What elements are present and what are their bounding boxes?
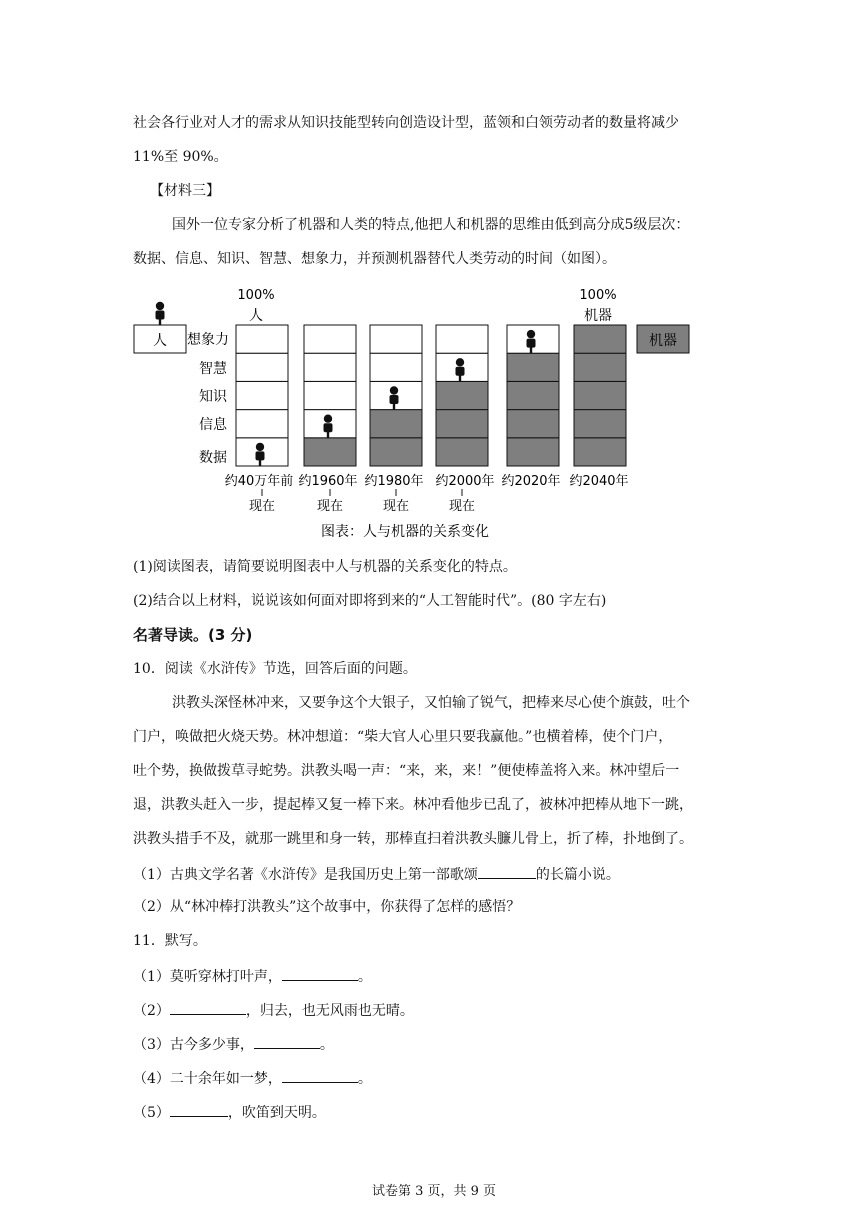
q10-sub1-suffix: 的长篇小说。 bbox=[535, 867, 620, 883]
q11-item-5-suffix: ，吹笛到天明。 bbox=[227, 1105, 326, 1121]
human-machine-chart bbox=[120, 282, 720, 544]
col4-now-label: 现在 bbox=[448, 499, 476, 514]
col4-cell-level-2-machine bbox=[436, 410, 488, 438]
col1-cell-level-3-human bbox=[236, 381, 288, 409]
level-label-knowledge: 知识 bbox=[199, 389, 227, 405]
q11-item-2-blank[interactable] bbox=[170, 1000, 246, 1015]
col4-cell-level-3-machine bbox=[436, 381, 488, 409]
level-label-wisdom: 智慧 bbox=[199, 361, 227, 377]
q11-item-5-prefix: （5） bbox=[133, 1105, 170, 1121]
material3-line-1: 国外一位专家分析了机器和人类的特点,他把人和机器的思维由低到高分成5级层次： bbox=[172, 217, 690, 233]
col5-cell-level-4-machine bbox=[507, 353, 559, 381]
col5-time-label: 约2020年 bbox=[501, 474, 561, 489]
q10-passage-line-2: 门户，唤做把火烧天势。林冲想道：“柴大官人心里只要我赢他。”也横着棒，使个门户， bbox=[133, 729, 673, 745]
legend-human-label: 人 bbox=[153, 333, 167, 349]
col6-cell-level-1-machine bbox=[574, 438, 626, 466]
q11-item-4 bbox=[133, 1068, 372, 1088]
material2-line-2: 11%至 90%。 bbox=[133, 149, 228, 165]
q11-item-3-blank[interactable] bbox=[254, 1034, 320, 1049]
col2-time-label: 约1960年 bbox=[298, 474, 358, 489]
material3-heading: 【材料三】 bbox=[150, 183, 220, 199]
q11-item-5 bbox=[133, 1102, 326, 1122]
q10-passage-line-1: 洪教头深怪林冲来，又要争这个大银子，又怕输了锐气，把棒来尽心使个旗鼓，吐个 bbox=[172, 695, 690, 711]
col2-now-label: 现在 bbox=[316, 499, 344, 514]
q10-passage-line-3: 吐个势，换做拨草寻蛇势。洪教头喝一声：“来，来，来！”便使棒盖将入来。林冲望后一 bbox=[133, 763, 680, 779]
top-right-percent: 100% bbox=[579, 288, 617, 303]
q11-item-1 bbox=[133, 966, 372, 986]
col5-cell-level-2-machine bbox=[507, 410, 559, 438]
col1-cell-level-4-human bbox=[236, 353, 288, 381]
q11-item-2 bbox=[133, 1000, 414, 1020]
chart-title: 图表：人与机器的关系变化 bbox=[321, 524, 489, 540]
q11-item-3-suffix: 。 bbox=[319, 1037, 334, 1053]
q10-sub1-answer-blank[interactable] bbox=[478, 864, 536, 879]
col3-cell-level-1-machine bbox=[370, 438, 422, 466]
q11-item-1-blank[interactable] bbox=[282, 966, 358, 981]
q11-item-3-prefix: （3）古今多少事， bbox=[133, 1037, 254, 1053]
col1-cell-level-2-human bbox=[236, 410, 288, 438]
col6-cell-level-3-machine bbox=[574, 381, 626, 409]
q9-sub1: (1)阅读图表，请简要说明图表中人与机器的关系变化的特点。 bbox=[133, 559, 517, 575]
section-classics-heading: 名著导读。(3 分) bbox=[133, 626, 253, 644]
col1-time-label: 约40万年前 bbox=[224, 474, 294, 489]
top-right-label: 机器 bbox=[584, 308, 612, 324]
col3-cell-level-5-human bbox=[370, 325, 422, 353]
level-label-data: 数据 bbox=[199, 450, 227, 466]
col4-cell-level-1-machine bbox=[436, 438, 488, 466]
q10-sub2: （2）从“林冲棒打洪教头”这个故事中，你获得了怎样的感悟？ bbox=[133, 899, 521, 915]
q10-stem: 10．阅读《水浒传》节选，回答后面的问题。 bbox=[133, 661, 417, 677]
page-footer: 试卷第 3 页，共 9 页 bbox=[371, 1184, 497, 1199]
legend-person-icon bbox=[156, 302, 165, 325]
q11-item-1-suffix: 。 bbox=[357, 969, 372, 985]
q11-item-3 bbox=[133, 1034, 334, 1054]
q11-item-2-prefix: （2） bbox=[133, 1003, 170, 1019]
col4-time-label: 约2000年 bbox=[435, 474, 495, 489]
q9-sub2: (2)结合以上材料，说说该如何面对即将到来的“人工智能时代”。(80 字左右) bbox=[133, 593, 607, 609]
col2-cell-level-3-human bbox=[304, 381, 356, 409]
col3-now-label: 现在 bbox=[382, 499, 410, 514]
q10-sub1 bbox=[133, 864, 620, 884]
col3-cell-level-2-machine bbox=[370, 410, 422, 438]
q11-item-1-prefix: （1）莫听穿林打叶声， bbox=[133, 969, 282, 985]
q11-item-4-suffix: 。 bbox=[357, 1071, 372, 1087]
col3-cell-level-4-human bbox=[370, 353, 422, 381]
col6-time-label: 约2040年 bbox=[569, 474, 629, 489]
q10-sub1-prefix: （1）古典文学名著《水浒传》是我国历史上第一部歌颂 bbox=[133, 867, 478, 883]
col3-time-label: 约1980年 bbox=[364, 474, 424, 489]
material2-line-1: 社会各行业对人才的需求从知识技能型转向创造设计型，蓝领和白领劳动者的数量将减少 bbox=[133, 115, 679, 131]
col1-cell-level-5-human bbox=[236, 325, 288, 353]
material3-line-2: 数据、信息、知识、智慧、想象力，并预测机器替代人类劳动的时间（如图）。 bbox=[133, 251, 616, 267]
q10-passage-line-4: 退，洪教头赶入一步，提起棒又复一棒下来。林冲看他步已乱了，被林冲把棒从地下一跳， bbox=[133, 797, 693, 813]
col5-cell-level-1-machine bbox=[507, 438, 559, 466]
col2-cell-level-5-human bbox=[304, 325, 356, 353]
col2-cell-level-1-machine bbox=[304, 438, 356, 466]
q10-passage-line-5: 洪教头措手不及，就那一跳里和身一转，那棒直扫着洪教头臁儿骨上，折了棒，扑地倒了。 bbox=[133, 831, 693, 847]
q11-item-2-suffix: ，归去，也无风雨也无晴。 bbox=[245, 1003, 414, 1019]
top-left-label: 人 bbox=[249, 308, 263, 324]
col4-cell-level-5-human bbox=[436, 325, 488, 353]
level-label-information: 信息 bbox=[199, 417, 227, 433]
top-left-percent: 100% bbox=[237, 288, 275, 303]
legend-machine-label: 机器 bbox=[649, 333, 677, 349]
q11-item-4-blank[interactable] bbox=[282, 1068, 358, 1083]
q11-item-5-blank[interactable] bbox=[170, 1102, 228, 1117]
col1-now-label: 现在 bbox=[248, 499, 276, 514]
col6-cell-level-5-machine bbox=[574, 325, 626, 353]
col6-cell-level-4-machine bbox=[574, 353, 626, 381]
col5-cell-level-3-machine bbox=[507, 381, 559, 409]
level-label-imagination: 想象力 bbox=[187, 332, 229, 348]
col2-cell-level-4-human bbox=[304, 353, 356, 381]
col6-cell-level-2-machine bbox=[574, 410, 626, 438]
q11-stem: 11．默写。 bbox=[133, 933, 207, 949]
q11-item-4-prefix: （4）二十余年如一梦， bbox=[133, 1071, 282, 1087]
